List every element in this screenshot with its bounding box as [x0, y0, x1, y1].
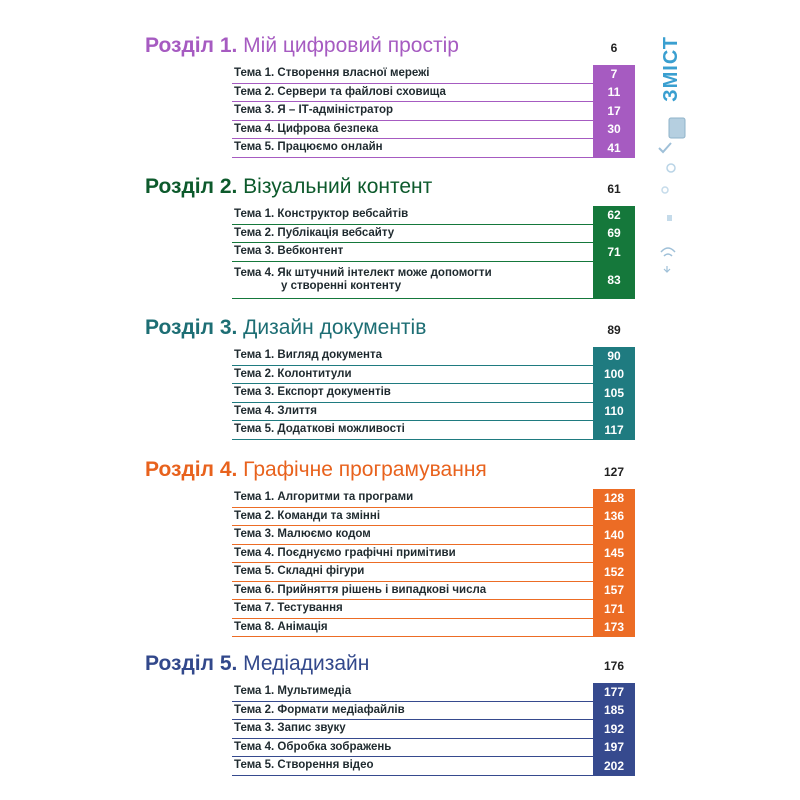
section-title — [145, 175, 432, 199]
section-name: Візуальний контент — [243, 175, 433, 198]
topic-list — [232, 683, 635, 776]
topic-page-number: 117 — [593, 421, 635, 439]
topic-label: Тема 4. Обробка зображень — [234, 740, 392, 753]
section-1 — [145, 34, 635, 158]
arrow-icon — [664, 266, 670, 272]
topic-row[interactable] — [232, 508, 635, 527]
topic-label: Тема 2. Команди та змінні — [234, 509, 381, 522]
topic-row[interactable] — [232, 206, 635, 225]
topic-list — [232, 206, 635, 299]
topic-row[interactable] — [232, 403, 635, 422]
section-page-number: 89 — [607, 323, 621, 337]
section-header[interactable] — [145, 34, 635, 62]
topic-label: Тема 1. Конструктор вебсайтів — [234, 208, 409, 221]
section-name: Медіадизайн — [243, 652, 370, 675]
topic-label: Тема 3. Експорт документів — [234, 386, 391, 399]
topic-row[interactable] — [232, 384, 635, 403]
topic-row[interactable] — [232, 739, 635, 758]
section-page-number: 127 — [603, 465, 625, 479]
section-5 — [145, 652, 635, 776]
section-header[interactable] — [145, 652, 635, 680]
topic-page-number: 11 — [593, 84, 635, 102]
topic-label: Тема 1. Мультимедіа — [234, 685, 352, 698]
section-name: Графічне програмування — [243, 458, 487, 481]
square-icon — [667, 215, 672, 221]
check-icon — [659, 143, 671, 152]
section-title — [145, 652, 369, 676]
topic-page-number: 145 — [593, 545, 635, 563]
wifi-icon — [661, 248, 675, 256]
section-page-number: 61 — [607, 182, 621, 196]
topic-row[interactable] — [232, 225, 635, 244]
topic-label: Тема 3. Я – ІТ-адміністратор — [234, 104, 394, 117]
topic-page-number: 171 — [593, 600, 635, 618]
topic-page-number: 110 — [593, 403, 635, 421]
topic-row[interactable] — [232, 582, 635, 601]
topic-row[interactable] — [232, 121, 635, 140]
topic-label: Тема 7. Тестування — [234, 602, 343, 615]
topic-label: Тема 2. Сервери та файлові сховища — [234, 85, 446, 98]
topic-label: Тема 4. Поєднуємо графічні примітиви — [234, 546, 456, 559]
topic-row[interactable] — [232, 757, 635, 776]
topic-page-number: 83 — [593, 262, 635, 298]
topic-label: Тема 5. Створення відео — [234, 759, 374, 772]
topic-page-number: 136 — [593, 508, 635, 526]
topic-page-number: 105 — [593, 384, 635, 402]
topic-page-number: 100 — [593, 366, 635, 384]
topic-label: Тема 3. Вебконтент — [234, 245, 344, 258]
section-3 — [145, 316, 635, 440]
section-number: Розділ 3. — [145, 316, 238, 339]
topic-row[interactable] — [232, 619, 635, 638]
topic-row[interactable] — [232, 545, 635, 564]
section-title — [145, 458, 487, 482]
topic-row[interactable] — [232, 65, 635, 84]
topic-list — [232, 347, 635, 440]
section-header[interactable] — [145, 458, 635, 486]
topic-page-number: 177 — [593, 683, 635, 701]
topic-row[interactable] — [232, 243, 635, 262]
topic-row[interactable] — [232, 84, 635, 103]
section-header[interactable] — [145, 316, 635, 344]
topic-label: Тема 6. Прийняття рішень і випадкові числа — [234, 583, 487, 596]
topic-page-number: 152 — [593, 563, 635, 581]
topic-page-number: 62 — [593, 206, 635, 224]
topic-label: Тема 3. Малюємо кодом — [234, 528, 371, 541]
section-header[interactable] — [145, 175, 635, 203]
topic-page-number: 192 — [593, 720, 635, 738]
topic-label: Тема 5. Додаткові можливості — [234, 423, 405, 436]
section-page-number: 6 — [610, 41, 618, 55]
topic-label: Тема 1. Вигляд документа — [234, 349, 383, 362]
topic-page-number: 173 — [593, 619, 635, 637]
topic-label: Тема 2. Колонтитули — [234, 367, 352, 380]
topic-page-number: 7 — [593, 65, 635, 83]
topic-label: Тема 1. Алгоритми та програми — [234, 491, 414, 504]
section-4 — [145, 458, 635, 637]
topic-page-number: 30 — [593, 121, 635, 139]
section-name: Дизайн документів — [243, 316, 427, 339]
section-title — [145, 316, 426, 340]
topic-row[interactable] — [232, 421, 635, 440]
topic-page-number: 41 — [593, 139, 635, 157]
topic-label: Тема 4. Злиття — [234, 404, 317, 417]
section-number: Розділ 2. — [145, 175, 238, 198]
topic-label-line-2: у створенні контенту — [281, 279, 402, 292]
topic-page-number: 157 — [593, 582, 635, 600]
topic-label — [232, 262, 593, 298]
topic-row[interactable] — [232, 347, 635, 366]
section-page-number: 176 — [603, 659, 625, 673]
topic-label: Тема 4. Цифрова безпека — [234, 122, 379, 135]
topic-label: Тема 1. Створення власної мережі — [234, 67, 430, 80]
topic-row[interactable] — [232, 489, 635, 508]
bubble-icon — [662, 187, 668, 193]
topic-label: Тема 5. Працюємо онлайн — [234, 141, 383, 154]
topic-page-number: 69 — [593, 225, 635, 243]
topic-page-number: 140 — [593, 526, 635, 544]
topic-list — [232, 489, 635, 637]
topic-list — [232, 65, 635, 158]
topic-row[interactable] — [232, 526, 635, 545]
topic-page-number: 197 — [593, 739, 635, 757]
topic-row[interactable] — [232, 600, 635, 619]
topic-page-number: 17 — [593, 102, 635, 120]
topic-page-number: 185 — [593, 702, 635, 720]
topic-label: Тема 3. Запис звуку — [234, 722, 346, 735]
topic-label: Тема 2. Формати медіафайлів — [234, 703, 405, 716]
topic-row[interactable] — [232, 720, 635, 739]
topic-label: Тема 2. Публікація вебсайту — [234, 226, 395, 239]
topic-row[interactable] — [232, 702, 635, 721]
section-number: Розділ 5. — [145, 652, 238, 675]
toc-sidebar-title: ЗМІСТ — [660, 36, 682, 102]
topic-label-line-1: Тема 4. Як штучний інтелект може допомогти — [234, 266, 492, 279]
topic-row[interactable] — [232, 262, 635, 299]
tablet-icon — [669, 118, 685, 138]
topic-row[interactable] — [232, 139, 635, 158]
section-name: Мій цифровий простір — [243, 34, 459, 57]
section-number: Розділ 1. — [145, 34, 238, 57]
sidebar — [655, 30, 695, 280]
topic-page-number: 71 — [593, 243, 635, 261]
section-number: Розділ 4. — [145, 458, 238, 481]
topic-label: Тема 8. Анімація — [234, 620, 328, 633]
bubble-icon — [667, 164, 675, 172]
topic-row[interactable] — [232, 563, 635, 582]
topic-label: Тема 5. Складні фігури — [234, 565, 365, 578]
topic-page-number: 90 — [593, 347, 635, 365]
topic-row[interactable] — [232, 683, 635, 702]
topic-page-number: 202 — [593, 757, 635, 775]
topic-row[interactable] — [232, 366, 635, 385]
topic-page-number: 128 — [593, 489, 635, 507]
section-title — [145, 34, 459, 58]
topic-row[interactable] — [232, 102, 635, 121]
section-2 — [145, 175, 635, 299]
